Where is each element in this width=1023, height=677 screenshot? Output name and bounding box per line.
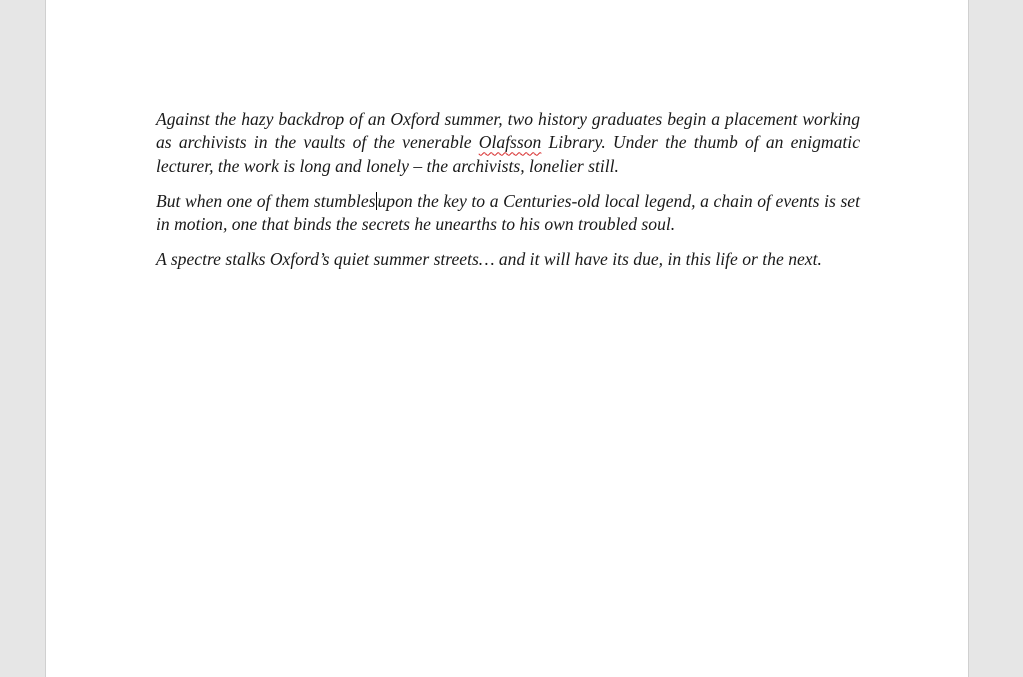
paragraph-2-text-after-cursor: upon the key to a Centuries-old local legend, a chain of events is set in motion, one that binds the secrets he unearths to his own troubled soul. <box>156 190 860 235</box>
misspelled-word[interactable]: Olafsson <box>478 132 542 153</box>
paragraph-2-text-before-cursor: But when one of them stumbles <box>156 190 376 211</box>
paragraph-2[interactable] <box>156 190 860 237</box>
paragraph-3[interactable] <box>156 248 860 271</box>
paragraph-3-text: A spectre stalks Oxford’s quiet summer streets… and it will have its due, in this life or the next. <box>156 249 822 270</box>
paragraph-1[interactable] <box>156 108 860 178</box>
document-page[interactable] <box>45 0 969 677</box>
paragraph-1-text-end: Library. Under the thumb of an enigmatic lecturer, the work is long and lonely – the archivists, lonelier still. <box>156 132 861 176</box>
document-body[interactable] <box>156 108 860 283</box>
paragraph-1-text-start: Against the hazy backdrop of an Oxford summer, two history graduates begin a placement working as archivists in the vaults of the venerable <box>156 109 860 153</box>
